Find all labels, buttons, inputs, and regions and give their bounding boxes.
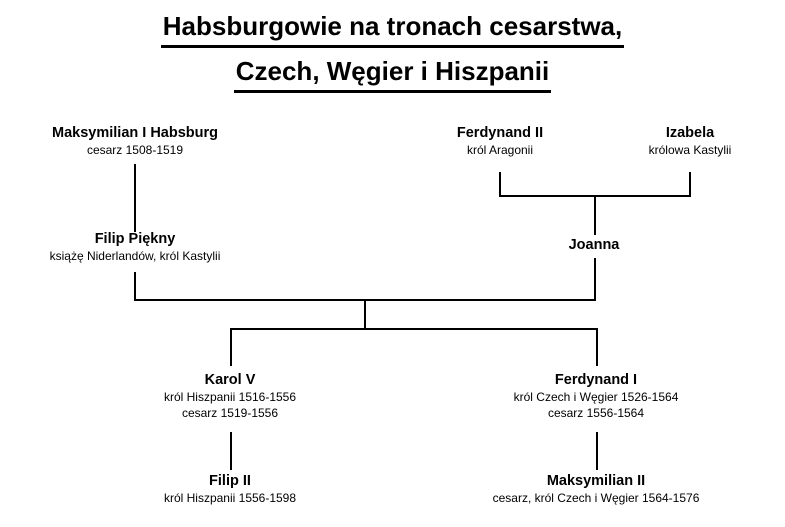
node-name: Filip II	[209, 473, 251, 489]
connector-to-karol-v	[230, 328, 232, 366]
connector-karol-to-filip-ii	[230, 432, 232, 470]
node-subtitle: król Hiszpanii 1556-1598	[163, 491, 297, 505]
node-name: Ferdynand II	[456, 125, 544, 141]
node-subtitle-2: cesarz 1519-1556	[181, 406, 279, 420]
node-name: Maksymilian II	[546, 473, 646, 489]
node-subtitle: królowa Kastylii	[648, 143, 732, 157]
node-subtitle: cesarz, król Czech i Węgier 1564-1576	[492, 491, 700, 505]
connector-filip-down	[134, 272, 136, 300]
node-name: Karol V	[204, 372, 256, 388]
node-maksymilian-i	[10, 124, 260, 158]
node-name: Izabela	[665, 125, 715, 141]
connector-joanna-down	[594, 258, 596, 300]
connector-to-ferdynand-i	[596, 328, 598, 366]
node-subtitle: król Czech i Węgier 1526-1564	[513, 390, 679, 404]
node-subtitle: książę Niderlandów, król Kastylii	[49, 249, 221, 263]
node-subtitle: król Aragonii	[466, 143, 534, 157]
connector-children-drop	[364, 299, 366, 329]
node-subtitle-2: cesarz 1556-1564	[547, 406, 645, 420]
diagram-title	[0, 8, 785, 93]
node-maksymilian-ii	[440, 472, 752, 506]
node-ferdynand-ii	[410, 124, 590, 158]
node-subtitle: król Hiszpanii 1516-1556	[163, 390, 297, 404]
title-line-2: Czech, Węgier i Hiszpanii	[234, 53, 552, 93]
node-name: Ferdynand I	[554, 372, 638, 388]
title-line-1: Habsburgowie na tronach cesarstwa,	[161, 8, 624, 48]
node-filip-ii	[110, 472, 350, 506]
node-filip-piekny	[15, 230, 255, 264]
connector-izabela-down	[689, 172, 691, 196]
node-karol-v	[110, 371, 350, 421]
node-subtitle: cesarz 1508-1519	[86, 143, 184, 157]
node-name: Maksymilian I Habsburg	[52, 125, 218, 141]
node-izabela	[610, 124, 770, 158]
connector-ferdynand-to-maksymilian-ii	[596, 432, 598, 470]
node-name: Joanna	[568, 237, 620, 253]
connector-children-bar	[230, 328, 598, 330]
connector-maksymilian-to-filip	[134, 164, 136, 232]
connector-to-joanna	[594, 195, 596, 235]
node-joanna	[534, 236, 654, 254]
connector-ferdynand-ii-down	[499, 172, 501, 196]
node-ferdynand-i	[465, 371, 727, 421]
node-name: Filip Piękny	[94, 231, 176, 247]
